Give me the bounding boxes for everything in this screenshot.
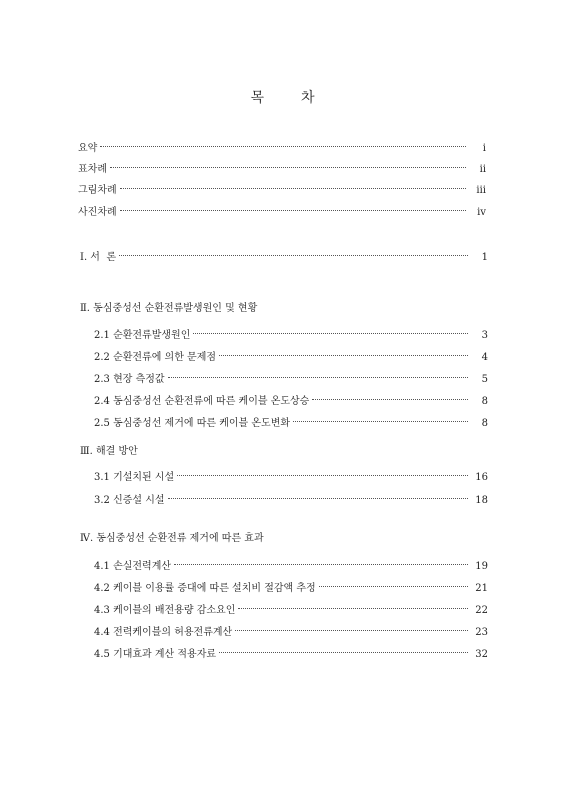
chapter-4-heading[interactable]: Ⅳ. 동심중성선 순환전류 제거에 따른 효과 — [80, 533, 264, 544]
leader-dots — [235, 621, 468, 635]
toc-entry-label: 4.5 기대효과 계산 적용자료 — [94, 649, 217, 660]
leader-dots — [168, 368, 468, 382]
toc-entry-2-4[interactable] — [94, 390, 488, 407]
toc-entry-label: 2.4 동심중성선 순환전류에 따른 케이블 온도상승 — [94, 396, 310, 407]
toc-entry-label: 4.1 손실전력계산 — [94, 561, 172, 572]
toc-entry-page: 19 — [475, 561, 488, 572]
toc-entry-label: 요약 — [78, 143, 98, 154]
toc-entry-4-2[interactable] — [94, 577, 488, 594]
leader-dots — [174, 555, 468, 569]
leader-dots — [219, 346, 468, 360]
toc-entry-label: 그림차례 — [78, 185, 117, 196]
leader-dots — [119, 246, 468, 260]
toc-entry-page: 21 — [475, 583, 488, 594]
leader-dots — [120, 201, 466, 215]
leader-dots — [177, 466, 468, 480]
toc-entry-page: ⅱ — [479, 164, 486, 175]
leader-dots — [100, 137, 466, 151]
leader-dots — [312, 390, 468, 404]
leader-dots — [168, 489, 468, 503]
toc-entry-label: 사진차례 — [78, 207, 117, 218]
toc-entry-page: ⅰ — [482, 143, 486, 154]
toc-entry-label: 4.2 케이블 이용률 증대에 따른 설치비 절감액 추정 — [94, 583, 316, 594]
toc-entry-4-3[interactable] — [94, 599, 488, 616]
toc-entry-label: 표차례 — [78, 164, 107, 175]
toc-entry-page: ⅳ — [477, 207, 486, 218]
toc-entry-page: 32 — [475, 649, 488, 660]
toc-entry-label: 2.5 동심중성선 제거에 따른 케이블 온도변화 — [94, 418, 291, 429]
toc-entry-page: 23 — [475, 627, 488, 638]
toc-entry-3-1[interactable] — [94, 466, 488, 483]
toc-entry-label: 4.3 케이블의 배전용량 감소요인 — [94, 605, 236, 616]
toc-entry-page: 3 — [481, 330, 488, 341]
toc-entry-summary[interactable] — [78, 137, 486, 154]
title-char-left: 목 — [250, 90, 265, 106]
toc-entry-2-5[interactable] — [94, 412, 488, 429]
toc-entry-4-5[interactable] — [94, 643, 488, 660]
toc-entry-chapter-1[interactable] — [80, 246, 488, 263]
toc-entry-label: 3.2 신증설 시설 — [94, 495, 165, 506]
leader-dots — [110, 158, 466, 172]
chapter-2-heading[interactable]: Ⅱ. 동심중성선 순환전류발생원인 및 현황 — [80, 303, 258, 314]
toc-entry-label: 4.4 전력케이블의 허용전류계산 — [94, 627, 233, 638]
toc-entry-2-1[interactable] — [94, 324, 488, 341]
toc-entry-figure-list[interactable] — [78, 179, 486, 196]
toc-entry-page: 4 — [481, 352, 488, 363]
toc-entry-4-4[interactable] — [94, 621, 488, 638]
toc-entry-label: 2.2 순환전류에 의한 문제점 — [94, 352, 217, 363]
toc-entry-2-3[interactable] — [94, 368, 488, 385]
toc-entry-2-2[interactable] — [94, 346, 488, 363]
toc-entry-table-list[interactable] — [78, 158, 486, 175]
toc-entry-label: 3.1 기설치된 시설 — [94, 472, 175, 483]
leader-dots — [293, 412, 468, 426]
title-char-right: 차 — [301, 90, 316, 106]
toc-entry-page: ⅲ — [476, 185, 486, 196]
page-title — [0, 87, 566, 107]
toc-entry-page: 22 — [475, 605, 488, 616]
toc-entry-3-2[interactable] — [94, 489, 488, 506]
toc-entry-page: 5 — [481, 374, 488, 385]
toc-entry-page: 18 — [475, 495, 488, 506]
toc-entry-4-1[interactable] — [94, 555, 488, 572]
toc-entry-label: Ⅰ. 서 론 — [80, 252, 116, 263]
toc-entry-label: 2.1 순환전류발생원인 — [94, 330, 191, 341]
toc-entry-label: 2.3 현장 측정값 — [94, 374, 165, 385]
leader-dots — [120, 179, 466, 193]
toc-entry-photo-list[interactable] — [78, 201, 486, 218]
toc-entry-page: 8 — [481, 396, 488, 407]
toc-entry-page: 16 — [475, 472, 488, 483]
leader-dots — [319, 577, 468, 591]
chapter-3-heading[interactable]: Ⅲ. 해결 방안 — [80, 446, 138, 457]
toc-entry-page: 8 — [481, 418, 488, 429]
leader-dots — [193, 324, 468, 338]
leader-dots — [219, 643, 468, 657]
toc-entry-page: 1 — [481, 252, 488, 263]
leader-dots — [238, 599, 468, 613]
